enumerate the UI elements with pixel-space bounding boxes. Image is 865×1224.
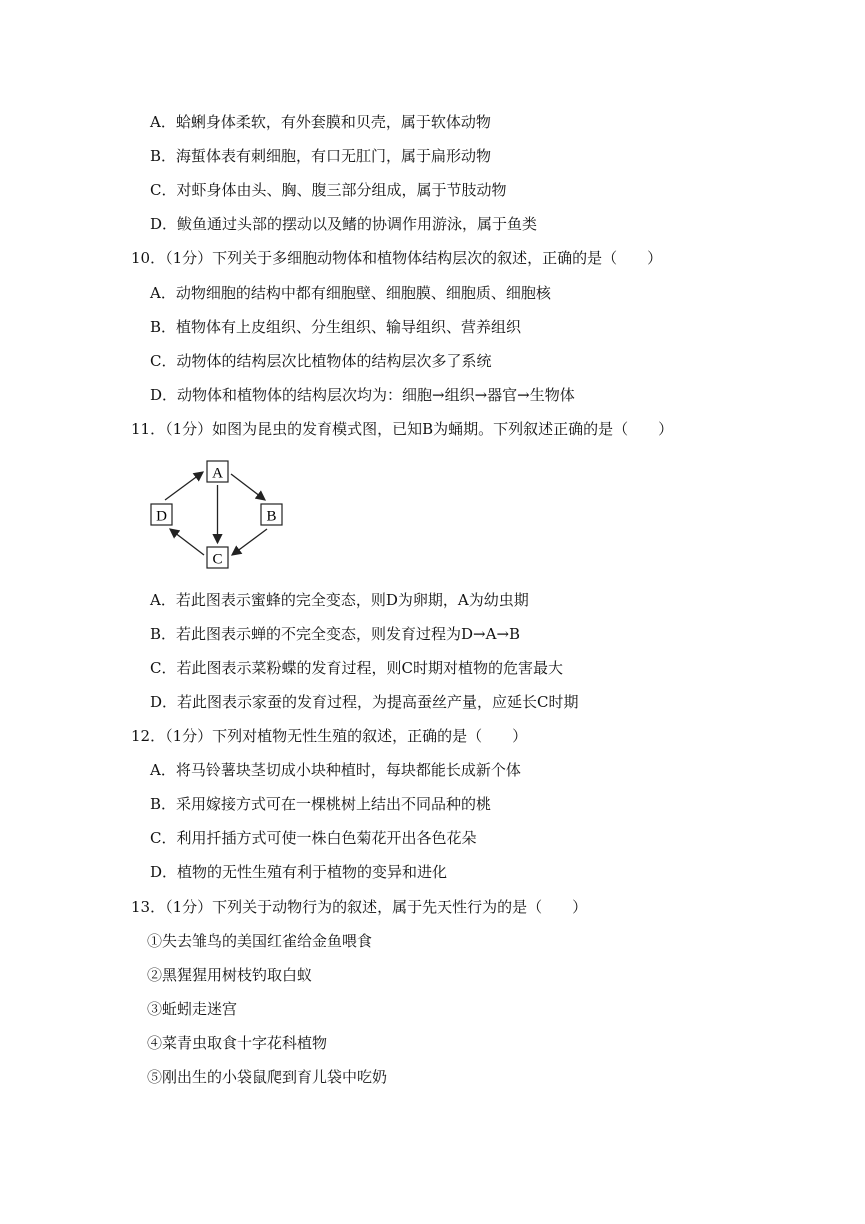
- q11-stem: 11．（1分）如图为昆虫的发育模式图，已知B为蛹期。下列叙述正确的是（ ）: [131, 420, 674, 438]
- q13-stem: 13．（1分）下列关于动物行为的叙述，属于先天性行为的是（ ）: [131, 898, 588, 916]
- stage-label-d: D: [156, 508, 167, 525]
- q10-option-b: B．植物体有上皮组织、分生组织、输导组织、营养组织: [150, 318, 522, 336]
- q11-option-a: A．若此图表示蜜蜂的完全变态，则D为卵期，A为幼虫期: [150, 591, 529, 609]
- arrow-b-to-c: [232, 529, 267, 555]
- q12-option-b: B．采用嫁接方式可在一棵桃树上结出不同品种的桃: [150, 795, 492, 813]
- stage-label-b: B: [266, 508, 277, 525]
- q12-option-c: C．利用扦插方式可使一株白色菊花开出各色花朵: [150, 829, 477, 847]
- q10-stem: 10．（1分）下列关于多细胞动物体和植物体结构层次的叙述，正确的是（ ）: [131, 249, 663, 267]
- q9-option-d: D．鲅鱼通过头部的摆动以及鳍的协调作用游泳，属于鱼类: [150, 215, 538, 233]
- stage-label-a: A: [212, 465, 223, 482]
- insect-development-diagram: [145, 458, 295, 574]
- q12-stem: 12．（1分）下列对植物无性生殖的叙述，正确的是（ ）: [131, 727, 528, 745]
- q13-item-1: ①失去雏鸟的美国红雀给金鱼喂食: [147, 932, 373, 950]
- q9-option-b: B．海蜇体表有刺细胞，有口无肛门，属于扁形动物: [150, 147, 492, 165]
- q11-option-c: C．若此图表示菜粉蝶的发育过程，则C时期对植物的危害最大: [150, 659, 563, 677]
- q11-option-b: B．若此图表示蝉的不完全变态，则发育过程为D→A→B: [150, 625, 521, 643]
- q9-option-a: A．蛤蜊身体柔软，有外套膜和贝壳，属于软体动物: [150, 113, 491, 131]
- q12-option-d: D．植物的无性生殖有利于植物的变异和进化: [150, 863, 448, 881]
- q11-option-d: D．若此图表示家蚕的发育过程，为提高蚕丝产量，应延长C时期: [150, 693, 579, 711]
- arrow-a-to-b: [231, 474, 265, 500]
- q10-option-a: A．动物细胞的结构中都有细胞壁、细胞膜、细胞质、细胞核: [150, 284, 551, 302]
- q13-item-5: ⑤刚出生的小袋鼠爬到育儿袋中吃奶: [147, 1068, 388, 1086]
- stage-label-c: C: [212, 551, 223, 568]
- arrow-d-to-a: [165, 472, 203, 500]
- q13-item-3: ③蚯蚓走迷宫: [147, 1000, 238, 1018]
- q10-option-c: C．动物体的结构层次比植物体的结构层次多了系统: [150, 352, 492, 370]
- q13-item-4: ④菜青虫取食十字花科植物: [147, 1034, 328, 1052]
- q13-item-2: ②黑猩猩用树枝钓取白蚁: [147, 966, 313, 984]
- q10-option-d: D．动物体和植物体的结构层次均为：细胞→组织→器官→生物体: [150, 386, 575, 404]
- arrow-c-to-d: [170, 529, 204, 555]
- q9-option-c: C．对虾身体由头、胸、腹三部分组成，属于节肢动物: [150, 181, 507, 199]
- q12-option-a: A．将马铃薯块茎切成小块种植时，每块都能长成新个体: [150, 761, 521, 779]
